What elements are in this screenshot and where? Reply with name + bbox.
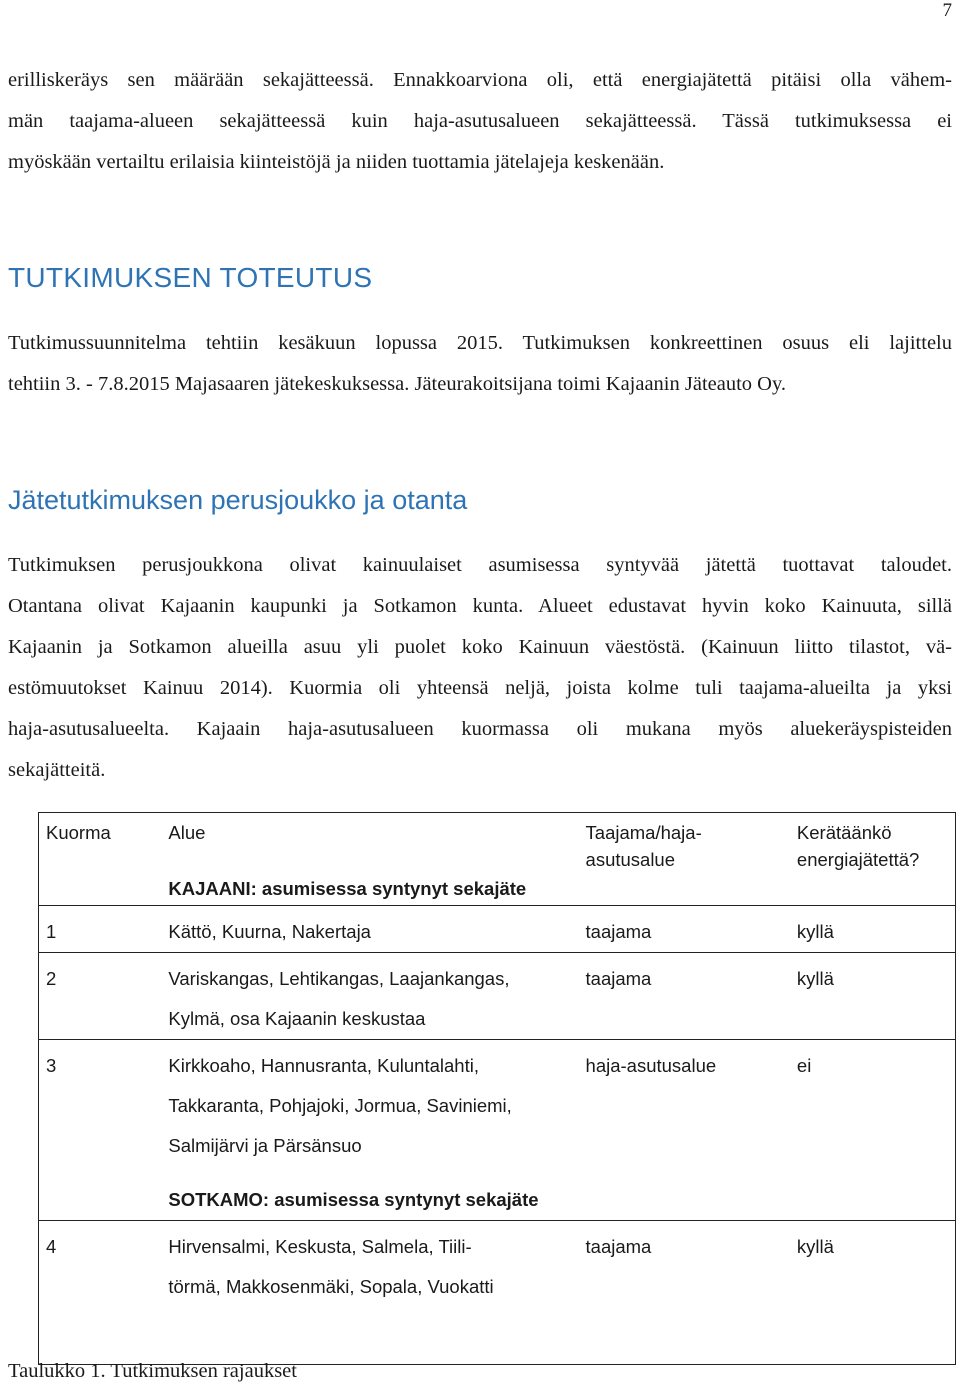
text-line: Otantana olivat Kajaanin kaupunki ja Sotkamon kunta. Alueet edustavat hyvin koko Kainuuta, sillä — [8, 595, 952, 617]
text-line: Tutkimussuunnitelma tehtiin kesäkuun lopussa 2015. Tutkimuksen konkreettinen osuus eli lajittelu — [8, 332, 952, 354]
text-line: sekajätteitä. — [8, 759, 106, 781]
intro-paragraph — [8, 60, 952, 183]
header-kerataanko: Kerätäänkö energiajätettä? — [789, 813, 956, 906]
section-heading-toteutus: TUTKIMUKSEN TOTEUTUS — [8, 262, 373, 293]
text-line: erilliskeräys sen määrään sekajätteessä. Ennakkoarviona oli, että energiajätettä pitäisi olla vähem- — [8, 69, 952, 91]
text-line: tehtiin 3. - 7.8.2015 Majasaaren jätekeskuksessa. Jäteurakoitsijana toimi Kajaanin Jäteauto Oy. — [8, 373, 787, 395]
text-line: estömuutokset Kainuu 2014). Kuormia oli yhteensä neljä, joista kolme tuli taajama-alueilta ja yksi — [8, 677, 952, 699]
table-header-row — [38, 813, 956, 906]
rajaukset-table — [38, 812, 956, 1307]
text-line: haja-asutusalueelta. Kajaain haja-asutusalueen kuormassa oli mukana myös aluekeräyspisteiden — [8, 718, 952, 740]
text-line: Tutkimuksen perusjoukkona olivat kainuulaiset asumisessa syntyvää jätettä tuottavat taloudet. — [8, 554, 952, 576]
page-number: 7 — [942, 0, 952, 21]
text-line: myöskään vertailtu erilaisia kiinteistöjä ja niiden tuottamia jätelajeja keskenään. — [8, 151, 665, 173]
section-heading-perusjoukko: Jätetutkimuksen perusjoukko ja otanta — [8, 485, 468, 515]
header-tyyppi: Taajama/haja- asutusalue — [578, 813, 789, 906]
table-row: 4 Hirvensalmi, Keskusta, Salmela, Tiili- törmä, Makkosenmäki, Sopala, Vuokatti taajama kyllä — [38, 1221, 956, 1308]
text-line: män taajama-alueen sekajätteessä kuin haja-asutusalueen sekajätteessä. Tässä tutkimuksessa ei — [8, 110, 952, 132]
section-label-kajaani: KAJAANI: asumisessa syntynyt sekajäte — [168, 878, 527, 899]
table-caption: Taulukko 1. Tutkimuksen rajaukset — [8, 1360, 297, 1382]
table-row: 2 Variskangas, Lehtikangas, Laajankangas, Kylmä, osa Kajaanin keskustaa taajama kyllä — [38, 953, 956, 1040]
section-label-sotkamo: SOTKAMO: asumisessa syntynyt sekajäte — [168, 1189, 539, 1210]
toteutus-paragraph — [8, 323, 952, 405]
perusjoukko-paragraph — [8, 545, 952, 791]
table-row: 3 Kirkkoaho, Hannusranta, Kuluntalahti, Takkaranta, Pohjajoki, Jormua, Saviniemi, Salmijärvi ja Pärsänsuo SOTKAMO: asumisessa syntynyt sekajäte haja-asutusalue ei — [38, 1040, 956, 1221]
table-row: 1 Kättö, Kuurna, Nakertaja taajama kyllä — [38, 906, 956, 953]
text-line: Kajaanin ja Sotkamon alueilla asuu yli puolet koko Kainuun väestöstä. (Kainuun liitto tilastot, vä- — [8, 636, 952, 658]
header-kuorma: Kuorma — [38, 813, 160, 906]
header-alue: Alue KAJAANI: asumisessa syntynyt sekajäte — [160, 813, 577, 906]
